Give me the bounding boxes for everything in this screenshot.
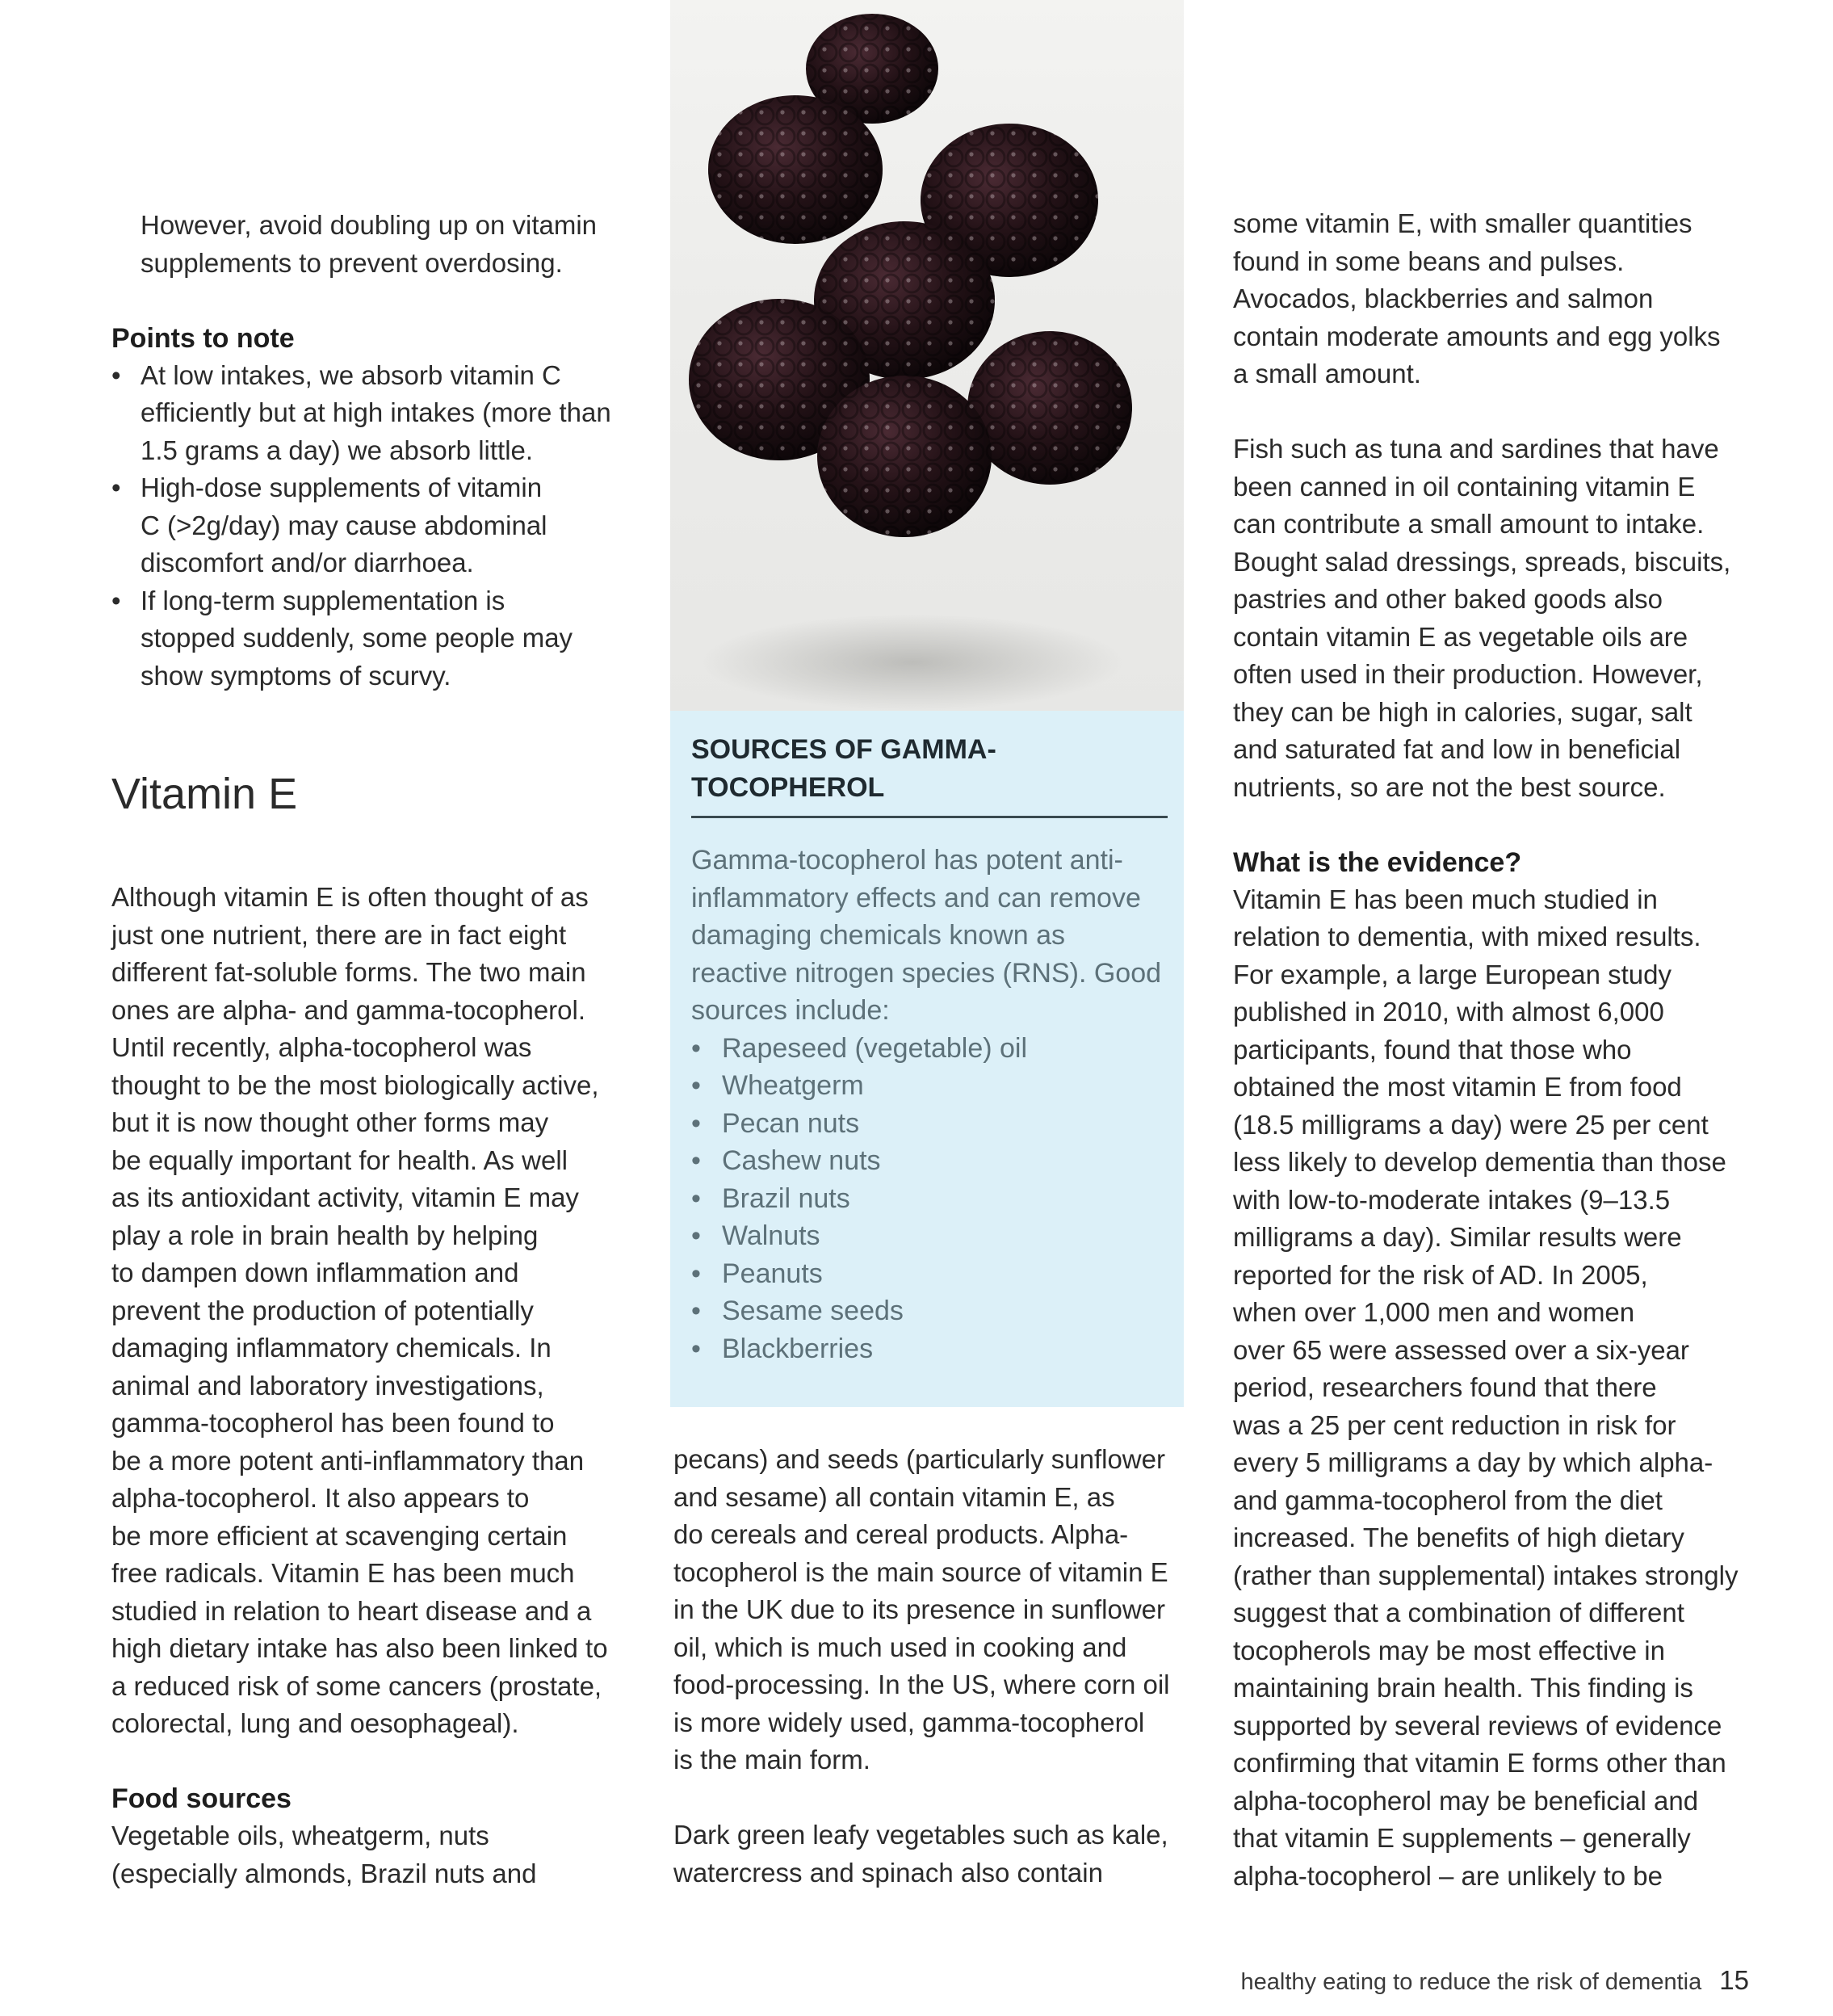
list-item: • Wheatgerm xyxy=(691,1067,1168,1105)
text-line: damaging inflammatory chemicals. In xyxy=(111,1333,552,1363)
berry xyxy=(967,331,1132,485)
points-heading: Points to note xyxy=(111,322,295,354)
list-item xyxy=(111,582,644,695)
text-line: damaging chemicals known as xyxy=(691,920,1066,951)
page-footer xyxy=(1241,1964,1749,1998)
list-item xyxy=(111,469,644,582)
text-line: is more widely used, gamma-tocopherol xyxy=(673,1707,1145,1737)
text-line: is the main form. xyxy=(673,1745,870,1774)
text-line: be a more potent anti-inflammatory than xyxy=(111,1445,585,1476)
text-line: they can be high in calories, sugar, salt xyxy=(1233,696,1692,727)
list-item: • Brazil nuts xyxy=(691,1180,1168,1218)
title-line: TOCOPHEROL xyxy=(691,772,885,803)
evidence-heading: What is the evidence? xyxy=(1233,846,1522,878)
text-line: stopped suddenly, some people may xyxy=(141,623,573,653)
text-line: be equally important for health. As well xyxy=(111,1144,568,1175)
list-item: • Cashew nuts xyxy=(691,1142,1168,1180)
sources-list xyxy=(691,1030,1168,1368)
sidebar-body xyxy=(691,842,1168,1367)
section-title: Vitamin E xyxy=(111,770,298,818)
blackberries-illustration xyxy=(670,0,1184,711)
food-sources-heading: Food sources xyxy=(111,1783,292,1814)
text-line: some vitamin E, with smaller quantities xyxy=(1233,208,1692,238)
list-item: • Pecan nuts xyxy=(691,1105,1168,1143)
text-line: contain vitamin E as vegetable oils are xyxy=(1233,621,1688,652)
text-line: milligrams a day). Similar results were xyxy=(1233,1222,1682,1252)
sidebar-divider xyxy=(691,816,1168,818)
text-line: high dietary intake has also been linked to xyxy=(111,1633,608,1663)
sidebar-title xyxy=(691,731,1143,807)
text-line: different fat-soluble forms. The two main xyxy=(111,957,586,987)
text-line: do cereals and cereal products. Alpha- xyxy=(673,1519,1129,1549)
text-line: Avocados, blackberries and salmon xyxy=(1233,284,1654,313)
berry xyxy=(708,95,883,244)
text-line: pastries and other baked goods also xyxy=(1233,584,1663,614)
berry xyxy=(817,376,992,537)
text-line: tocopherol is the main source of vitamin E xyxy=(673,1556,1168,1587)
text-line: was a 25 per cent reduction in risk for xyxy=(1233,1409,1676,1440)
intro-paragraph xyxy=(111,207,644,282)
list-item: • Peanuts xyxy=(691,1255,1168,1293)
text-line: when over 1,000 men and women xyxy=(1233,1297,1635,1327)
blackberries-photo xyxy=(670,0,1184,711)
list-item xyxy=(111,357,644,470)
text-line: • If long-term supplementation is xyxy=(141,585,505,615)
text-line: free radicals. Vitamin E has been much xyxy=(111,1558,575,1588)
text-line: Bought salad dressings, spreads, biscuits, xyxy=(1233,546,1731,577)
text-line: found in some beans and pulses. xyxy=(1233,246,1625,276)
text-line: to dampen down inflammation and xyxy=(111,1258,519,1287)
text-line: relation to dementia, with mixed results. xyxy=(1233,922,1701,951)
text-line: Vegetable oils, wheatgerm, nuts xyxy=(111,1821,489,1850)
text-line: a reduced risk of some cancers (prostate, xyxy=(111,1670,602,1701)
text-line: Gamma-tocopherol has potent anti- xyxy=(691,845,1123,876)
text-line: been canned in oil containing vitamin E xyxy=(1233,471,1696,502)
sources-sidebar xyxy=(670,711,1184,1407)
text-line: (especially almonds, Brazil nuts and xyxy=(111,1858,537,1888)
text-line: Fish such as tuna and sardines that have xyxy=(1233,434,1719,464)
middle-column xyxy=(673,1441,1190,1892)
text-line: • High-dose supplements of vitamin xyxy=(141,472,543,502)
text-line: studied in relation to heart disease and a xyxy=(111,1595,592,1626)
text-line: reported for the risk of AD. In 2005, xyxy=(1233,1259,1648,1290)
text-line: can contribute a small amount to intake. xyxy=(1233,509,1705,539)
text-line: often used in their production. However, xyxy=(1233,659,1703,689)
text-line: supported by several reviews of evidence xyxy=(1233,1710,1722,1741)
text-line: a small amount. xyxy=(1233,359,1421,388)
text-line: every 5 milligrams a day by which alpha- xyxy=(1233,1447,1713,1477)
text-line: alpha-tocopherol may be beneficial and xyxy=(1233,1785,1699,1816)
text-line: ones are alpha- and gamma-tocopherol. xyxy=(111,994,586,1025)
text-line: inflammatory effects and can remove xyxy=(691,882,1141,914)
text-line: (rather than supplemental) intakes strongly xyxy=(1233,1560,1739,1590)
text-line: contain moderate amounts and egg yolks xyxy=(1233,321,1721,351)
text-line: gamma-tocopherol has been found to xyxy=(111,1408,555,1438)
text-line: period, researchers found that there xyxy=(1233,1372,1657,1402)
text-line: Dark green leafy vegetables such as kale, xyxy=(673,1820,1168,1850)
text-line: and saturated fat and low in beneficial xyxy=(1233,734,1681,764)
text-line: reactive nitrogen species (RNS). Good xyxy=(691,957,1162,989)
text-line: For example, a large European study xyxy=(1233,959,1672,989)
text-line: prevent the production of potentially xyxy=(111,1295,534,1325)
list-item: • Sesame seeds xyxy=(691,1292,1168,1330)
text-line: show symptoms of scurvy. xyxy=(141,660,451,691)
text-line: be more efficient at scavenging certain xyxy=(111,1520,568,1551)
text-line: colorectal, lung and oesophageal). xyxy=(111,1708,519,1738)
text-line: participants, found that those who xyxy=(1233,1034,1632,1065)
text-line: in the UK due to its presence in sunflower xyxy=(673,1594,1166,1624)
text-line: obtained the most vitamin E from food xyxy=(1233,1072,1682,1102)
text-line: confirming that vitamin E forms other than xyxy=(1233,1748,1726,1778)
page-number: 15 xyxy=(1719,1965,1749,1995)
text-line: that vitamin E supplements – generally xyxy=(1233,1823,1691,1853)
text-line: increased. The benefits of high dietary xyxy=(1233,1522,1684,1552)
text-line: alpha-tocopherol – are unlikely to be xyxy=(1233,1860,1663,1891)
text-line: with low-to-moderate intakes (9–13.5 xyxy=(1233,1184,1671,1215)
title-line: SOURCES OF GAMMA- xyxy=(691,734,996,765)
text-line: discomfort and/or diarrhoea. xyxy=(141,548,474,578)
left-column-top xyxy=(111,207,644,695)
text-line: Vitamin E has been much studied in xyxy=(1233,884,1658,914)
text-line: efficiently but at high intakes (more than xyxy=(141,397,611,427)
text-line: oil, which is much used in cooking and xyxy=(673,1632,1127,1662)
text-line: thought to be the most biologically active, xyxy=(111,1069,599,1100)
text-line: However, avoid doubling up on vitamin xyxy=(141,210,598,240)
text-line: tocopherols may be most effective in xyxy=(1233,1635,1665,1665)
list-item: • Rapeseed (vegetable) oil xyxy=(691,1030,1168,1068)
text-line: supplements to prevent overdosing. xyxy=(141,247,563,278)
text-line: less likely to develop dementia than those xyxy=(1233,1147,1726,1177)
text-line: animal and laboratory investigations, xyxy=(111,1370,544,1401)
vitamin-e-body xyxy=(111,879,644,1892)
text-line: sources include: xyxy=(691,995,890,1026)
text-line: as its antioxidant activity, vitamin E may xyxy=(111,1182,579,1212)
text-line: nutrients, so are not the best source. xyxy=(1233,771,1666,802)
text-line: suggest that a combination of different xyxy=(1233,1598,1684,1628)
text-line: • At low intakes, we absorb vitamin C xyxy=(141,359,561,390)
text-line: (18.5 milligrams a day) were 25 per cent xyxy=(1233,1109,1709,1140)
text-line: Until recently, alpha-tocopherol was xyxy=(111,1032,532,1062)
text-line: over 65 were assessed over a six-year xyxy=(1233,1334,1689,1365)
text-line: just one nutrient, there are in fact eight xyxy=(111,919,567,950)
list-item: • Blackberries xyxy=(691,1330,1168,1368)
text-line: and sesame) all contain vitamin E, as xyxy=(673,1481,1115,1512)
text-line: Although vitamin E is often thought of as xyxy=(111,882,589,912)
text-line: published in 2010, with almost 6,000 xyxy=(1233,997,1664,1027)
text-line: pecans) and seeds (particularly sunflower xyxy=(673,1444,1165,1474)
right-column xyxy=(1233,205,1758,1895)
running-title: healthy eating to reduce the risk of dementia xyxy=(1240,1969,1702,1995)
text-line: 1.5 grams a day) we absorb little. xyxy=(141,435,534,465)
text-line: food-processing. In the US, where corn oil xyxy=(673,1670,1170,1699)
text-line: alpha-tocopherol. It also appears to xyxy=(111,1483,530,1513)
text-line: maintaining brain health. This finding is xyxy=(1233,1673,1693,1703)
text-line: watercress and spinach also contain xyxy=(673,1857,1103,1888)
text-line: but it is now thought other forms may xyxy=(111,1107,549,1137)
points-list xyxy=(111,357,644,695)
text-line: C (>2g/day) may cause abdominal xyxy=(141,510,547,540)
list-item: • Walnuts xyxy=(691,1217,1168,1255)
text-line: and gamma-tocopherol from the diet xyxy=(1233,1485,1663,1515)
text-line: play a role in brain health by helping xyxy=(111,1220,539,1250)
